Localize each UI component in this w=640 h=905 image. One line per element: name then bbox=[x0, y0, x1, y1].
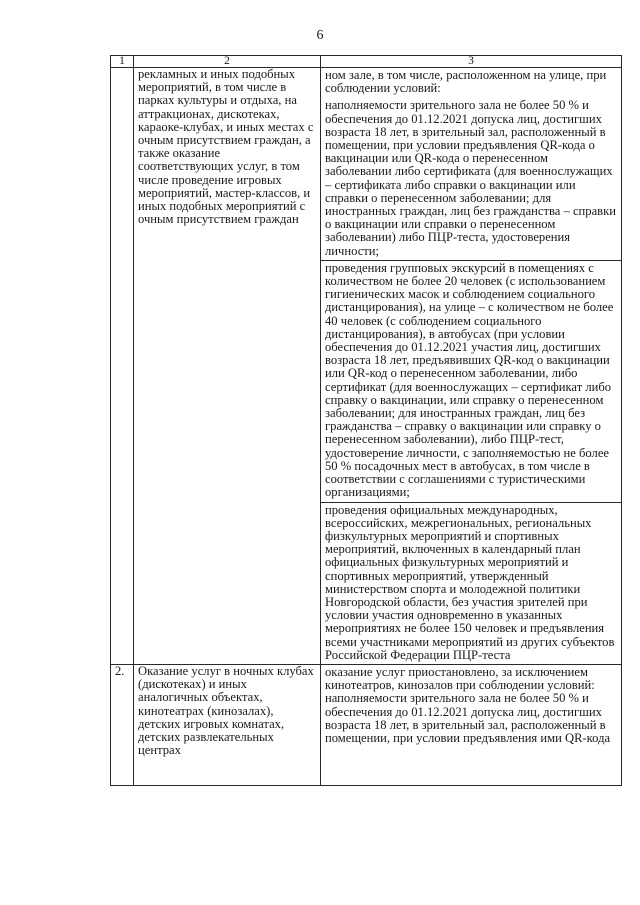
column-header: 3 bbox=[321, 56, 622, 68]
regulation-table bbox=[110, 55, 622, 786]
condition-block bbox=[321, 68, 621, 260]
conditions-cell bbox=[321, 664, 622, 785]
condition-block bbox=[321, 260, 621, 502]
column-header: 1 bbox=[111, 56, 134, 68]
page-number: 6 bbox=[316, 28, 324, 43]
condition-paragraph: наполняемости зрительного зала не более 50 % и обеспечения до 01.12.2021 допуска лиц, достигших возраста 18 лет, в зрительный зал, расположенный в помещении, при условии предъявления QR-кода о вакцинации или QR-кода о перенесенном заболевании либо сертификата (для военнослужащих – сертификата либо справки о вакцинации или справки о перенесенном заболевании; для иностранных граждан, лиц без гражданства – справки о вакцинации или справки о перенесенном заболевании) либо ПЦР-теста, удостоверения личности; bbox=[325, 98, 616, 258]
activity-cell: Оказание услуг в ночных клубах (дискотеках) и иных аналогичных объектах, кинотеатрах (кинозалах), детских игровых комнатах, детских развлекательных центрах bbox=[134, 664, 321, 785]
table-row bbox=[111, 68, 622, 665]
condition-paragraph: ном зале, в том числе, расположенном на улице, при соблюдении условий: bbox=[325, 68, 607, 96]
row-number: 2. bbox=[111, 664, 134, 785]
table-header-row bbox=[111, 56, 622, 68]
activity-cell: рекламных и иных подобных мероприятий, в том числе в парках культуры и отдыха, на аттракционах, дискотеках, караоке-клубах, и иных местах с очным присутствием граждан, а также оказание соответствующих услуг, в том числе проведение игровых мероприятий, мастер-классов, и иных подобных мероприятий с очным присутствием граждан bbox=[134, 68, 321, 665]
conditions-cell bbox=[321, 68, 622, 665]
row-number bbox=[111, 68, 134, 665]
table-row bbox=[111, 664, 622, 785]
condition-block bbox=[321, 665, 621, 747]
condition-paragraph: проведения групповых экскурсий в помещениях с количеством не более 20 человек (с использованием гигиенических масок и соблюдением социального дистанцирования), на улице – с количеством не более 40 человек (с соблюдением социального дистанцирования), в автобусах (при условии обеспечения до 01.12.2021 участия лиц, достигших возраста 18 лет, предъявивших QR-код о вакцинации или QR-код о перенесенном заболевании, либо сертификат (для военнослужащих – сертификат либо справку о вакцинации, или справку о перенесенном заболевании; для иностранных граждан, лиц без гражданства – справку о вакцинации или справку о перенесенном заболевании), либо ПЦР-тест, удостоверение личности, с заполняемостью не более 50 % посадочных мест в автобусах, в том числе в соответствии с соглашениями с туристическими организациями; bbox=[325, 260, 614, 500]
column-header: 2 bbox=[134, 56, 321, 68]
condition-paragraph: оказание услуг приостановлено, за исключением кинотеатров, кинозалов при соблюдении условий: наполняемости зрительного зала не более 50 % и обеспечения до 01.12.2021 допуска лиц, достигших возраста 18 лет, в зрительный зал, расположенный в помещении, при условии предъявления ими QR-кода bbox=[325, 664, 611, 745]
condition-paragraph: проведения официальных международных, всероссийских, межрегиональных, региональных физкультурных мероприятий и спортивных мероприятий, включенных в календарный план официальных физкультурных мероприятий и спортивных мероприятий, утвержденный министерством спорта и молодежной политики Новгородской области, без участия зрителей при условии участия одновременно в указанных мероприятиях не более 150 человек и предъявления всеми участниками мероприятий из других субъектов Российской Федерации ПЦР-теста bbox=[325, 502, 615, 662]
condition-block bbox=[321, 502, 621, 664]
